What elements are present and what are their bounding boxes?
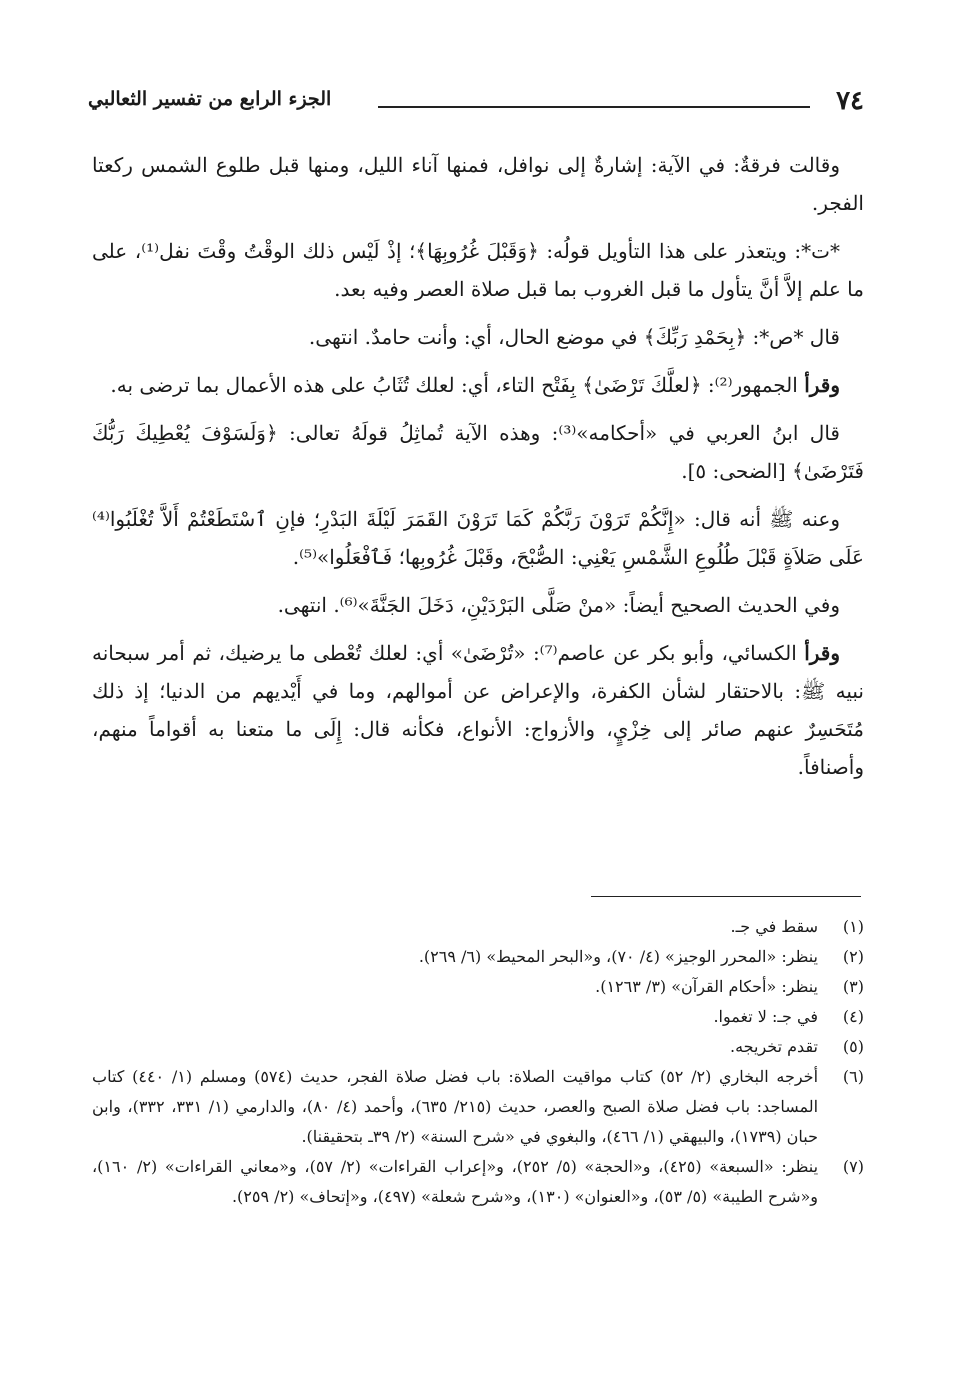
paragraph-text: الكسائي، وأبو بكر عن عاصم⁽⁷⁾: «تُرْضَىٰ» أي: لعلك تُعْطى ما يرضيك، ثم أمر سبحانه نبيه ﷺ: بالاحتقار لشأن الكفرة، والإعراض عن أموالهم، وما في أَيْديهم من الدنيا؛ إذ ذلك مُتَحَسِرٌ عنهم صائر إلى خِزْيٍ، والأزواج: الأنواع، فكأنه قال: إِلَى ما متعنا به أقواماً منهم، وأصنافاً. [92, 641, 864, 779]
footnote-text: ينظر: «السبعة» (٤٢٥)، و«الحجة» (٥/ ٢٥٢)، و«إعراب القراءات» (٢/ ٥٧)، و«معاني القراءات» (٢/ ١٦٠)، و«شرح الطيبة» (٥/ ٥٣)، و«العنوان» (١٣٠)، و«شرح شعلة» (٤٩٧)، و«إتحاف» (٢/ ٢٥٩). [92, 1157, 819, 1206]
paragraph-text: الجمهور⁽²⁾: ﴿لعلَّكَ تَرْضَىٰ﴾ بِفَتْح التاء، أي: لعلك تُثَابُ على هذه الأعمال بما ترضى به. [110, 373, 805, 397]
paragraph-text: وفي الحديث الصحيح أيضاً: «منْ صَلَّى البَرْدَيْنِ، دَخَلَ الجَنَّةَ»⁽⁶⁾. انتهى. [277, 593, 840, 617]
paragraph [92, 318, 864, 356]
footnote [92, 1032, 864, 1062]
footnote-text: ينظر: «أحكام القرآن» (٣/ ١٢٦٣). [595, 977, 818, 996]
paragraph [92, 146, 864, 222]
paragraph-lead: وقرأ [804, 373, 840, 397]
footnote-text: تقدم تخريجه. [730, 1037, 818, 1056]
paragraph-text: *ت*: ويتعذر على هذا التأويل قولُه: ﴿وَقَبْلَ غُرُوبِهَا﴾؛ إذْ لَيْس ذلك الوقْتُ وقْتَ نفل⁽¹⁾، على ما علم إلاَّ أنَّ يتأول ما قبل الغروب بما قبل صلاة العصر وفيه بعد. [92, 239, 864, 301]
page-header [88, 84, 864, 124]
footnote-number: (٣) [842, 977, 864, 996]
footnote-number: (٢) [842, 947, 864, 966]
footnote-number: (٦) [842, 1067, 864, 1086]
footnote-text: سقط في جـ. [730, 917, 818, 936]
footnote-text: في جـ: لا تغموا. [713, 1007, 818, 1026]
paragraph-text: وقالت فرقةٌ: في الآية: إشارةٌ إلى نوافل، فمنها آناء الليل، ومنها قبل طلوع الشمس ركعتا الفجر. [92, 153, 864, 215]
footnote-text: أخرجه البخاري (٢/ ٥٢) كتاب مواقيت الصلاة: باب فضل صلاة الفجر، حديث (٥٧٤) ومسلم (١/ ٤٤٠) كتاب المساجد: باب فضل صلاة الصبح والعصر، حديث (٢١٥/ ٦٣٥)، وأحمد (٤/ ٨٠)، والدارمي (١/ ٣٣١، ٣٣٢)، وابن حبان (١٧٣٩)، والبيهقي (١/ ٤٦٦)، والبغوي في «شرح السنة» (٢/ ٣٩ـ بتحقيقنا). [92, 1067, 819, 1146]
footnote-number: (٧) [842, 1157, 864, 1176]
footnote [92, 972, 864, 1002]
paragraph [92, 232, 864, 308]
footnote-separator [591, 896, 861, 897]
footnote-number: (٥) [842, 1037, 864, 1056]
footnote-text: ينظر: «المحرر الوجيز» (٤/ ٧٠)، و«البحر المحيط» (٦/ ٢٦٩). [418, 947, 818, 966]
running-title: الجزء الرابع من تفسير الثعالبي [88, 88, 332, 110]
header-rule [378, 106, 810, 108]
paragraph [92, 634, 864, 786]
page-number: ٧٤ [836, 86, 864, 116]
footnote [92, 1062, 864, 1152]
footnote-number: (١) [842, 917, 864, 936]
footnote [92, 912, 864, 942]
paragraph [92, 500, 864, 576]
paragraph-text: قال *ص*: ﴿بِحَمْدِ رَبِّكَ﴾ في موضع الحال، أي: وأنت حامدٌ. انتهى. [308, 325, 840, 349]
footnote [92, 942, 864, 972]
footnotes [92, 912, 864, 1212]
paragraph [92, 586, 864, 624]
paragraph-text: وعنه ﷺ أنه قال: «إِنَّكُمْ تَرَوْنَ رَبَّكُمْ كَمَا تَرَوْنَ القَمَرَ لَيْلَةَ البَدْرِ؛ فإنِ ٱسْتَطَعْتُمْ أَلاَّ تُغْلَبُوا⁽⁴⁾ عَلَى صَلاَةٍ قَبْلَ طُلُوعِ الشَّمْسِ يَعْنِي: الصُّبْحَ، وقَبْلَ غُرُوبِها؛ فَٱفْعَلُوا»⁽⁵⁾. [92, 507, 864, 569]
paragraph [92, 414, 864, 490]
footnote [92, 1152, 864, 1212]
paragraph [92, 366, 864, 404]
main-text [92, 146, 864, 796]
footnote [92, 1002, 864, 1032]
paragraph-lead: وقرأ [804, 641, 840, 665]
footnote-number: (٤) [842, 1007, 864, 1026]
paragraph-text: قال ابنُ العربي في «أحكامه»⁽³⁾: وهذه الآية تُماثِلُ قولَهُ تعالى: ﴿وَلَسَوْفَ يُعْطِيكَ رَبُّكَ فَتَرْضَىٰ﴾ [الضحى: ٥]. [92, 421, 864, 483]
